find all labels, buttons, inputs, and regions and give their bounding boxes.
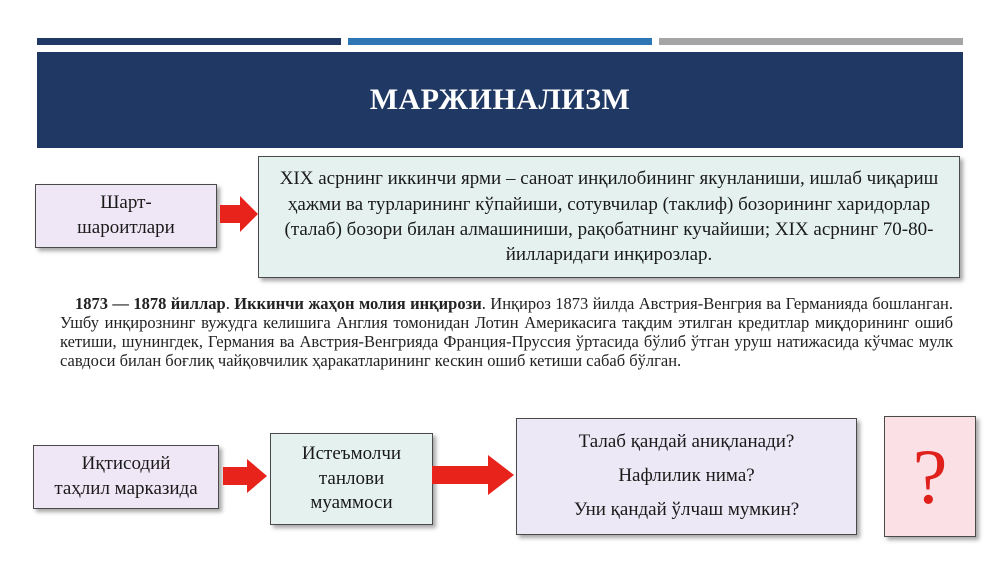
consumer-line-3: муаммоси: [310, 492, 393, 514]
econ-line-1: Иқтисодий: [81, 453, 171, 475]
top-bar-dark: [37, 38, 341, 45]
consumer-choice-box: [270, 433, 433, 525]
economic-analysis-box: [33, 445, 219, 509]
question-mark-icon: ?: [912, 432, 948, 520]
top-bar-blue: [348, 38, 652, 45]
right-arrow-icon: [223, 459, 267, 493]
conditions-line-2: шароитлари: [77, 217, 175, 238]
paragraph-crisis-name: Иккинчи жаҳон молия инқирози: [234, 294, 482, 313]
top-bar-gray: [659, 38, 963, 45]
question-item: Талаб қандай аниқланади?: [578, 430, 795, 452]
conditions-box: [35, 184, 217, 248]
description-box: [258, 156, 960, 278]
slide-title: МАРЖИНАЛИЗМ: [369, 83, 631, 116]
questions-box: [516, 418, 857, 535]
conditions-line-1: Шарт-: [100, 192, 152, 214]
consumer-line-1: Истеъмолчи: [301, 442, 402, 464]
crisis-paragraph: [60, 294, 953, 370]
paragraph-years: 1873 — 1878 йиллар: [75, 294, 226, 313]
econ-line-2: таҳлил марказида: [54, 478, 198, 499]
paragraph-separator: .: [225, 294, 235, 313]
consumer-line-2: танлови: [318, 467, 385, 489]
right-arrow-icon: [220, 196, 258, 232]
right-arrow-icon: [432, 455, 514, 495]
question-mark-box: [884, 416, 976, 537]
question-item: Нафлилик нима?: [618, 465, 755, 487]
description-text: XIX асрнинг иккинчи ярми – саноат инқилобининг якунланиши, ишлаб чиқариш ҳажми ва турларининг кўпайиши, сотувчилар (таклиф) бозорининг харидорлар (талаб) бозори билан алмашиниши, рақобатнинг кучайиши; XIX асрнинг 70-80-йилларидаги инқирозлар.: [279, 168, 939, 266]
paragraph-body: . Инқироз 1873 йилда Австрия-Венгрия ва Германияда бошланган. Ушбу инқирознинг вужудга келишига Англия томонидан Лотин Америкасига тақдим этилган кредитлар миқдорининг ошиб кетиши, шунингдек, Германия ва Австрия-Венгрияда Франция-Пруссия ўртасида бўлиб ўтган уруш натижасида кўчмас мулк савдоси билан боғлиқ чайқовчилик ҳаракатларининг кескин ошиб кетиши сабаб бўлган.: [60, 294, 953, 370]
question-item: Уни қандай ўлчаш мумкин?: [573, 499, 800, 521]
title-band: [37, 52, 963, 148]
